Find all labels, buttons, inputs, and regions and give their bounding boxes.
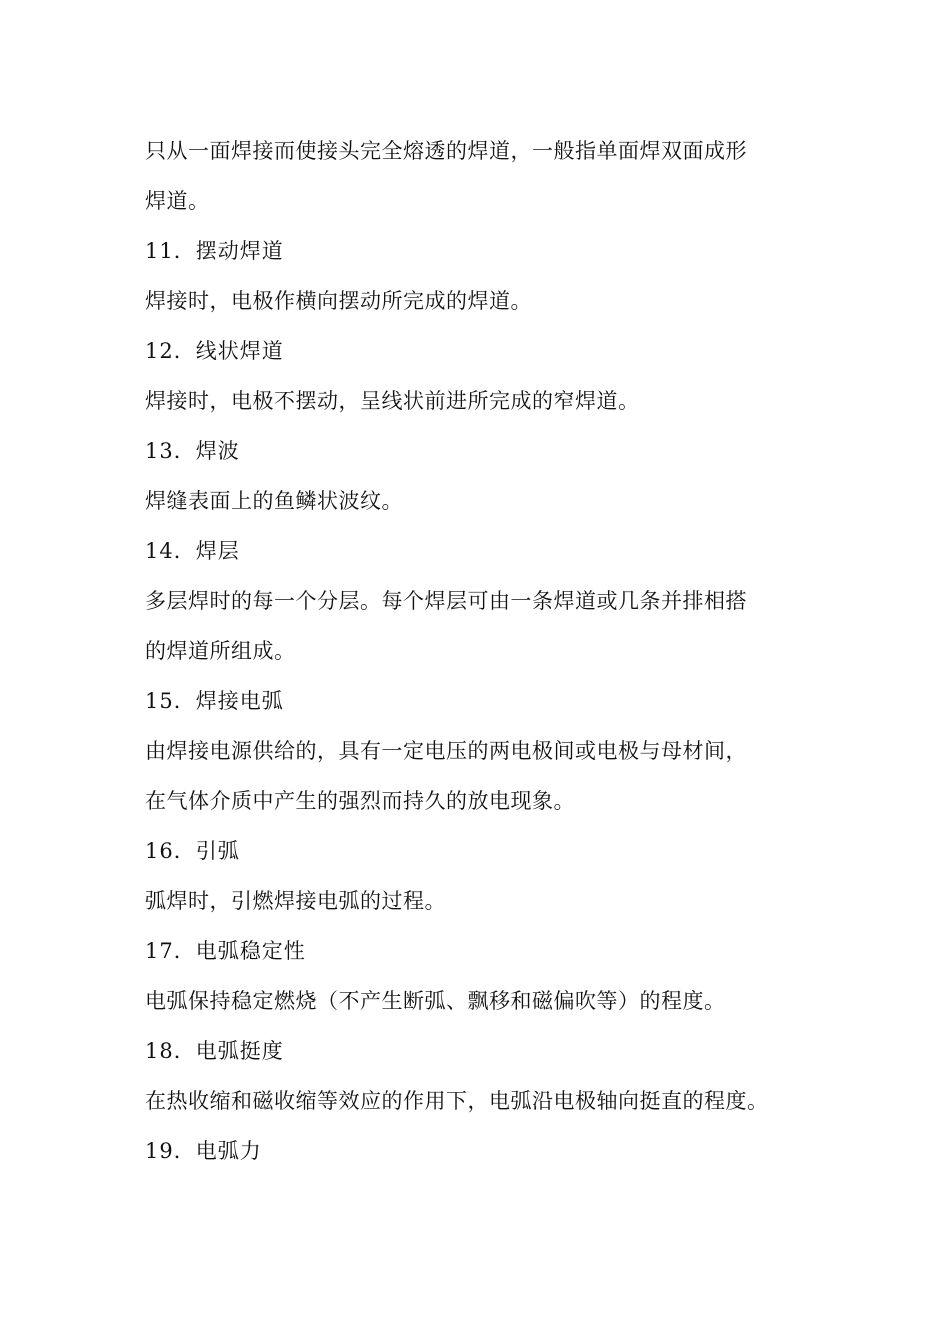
term-heading: 12．线状焊道 (145, 339, 284, 363)
paragraph-line: 弧焊时，引燃焊接电弧的过程。 (145, 889, 446, 913)
term-heading: 18．电弧挺度 (145, 1039, 284, 1063)
paragraph-line: 焊道。 (145, 189, 210, 213)
document-body (145, 126, 825, 1176)
term-heading: 11．摆动焊道 (145, 239, 284, 263)
term-heading: 17．电弧稳定性 (145, 939, 306, 963)
paragraph-line: 多层焊时的每一个分层。每个焊层可由一条焊道或几条并排相搭 (145, 589, 747, 613)
paragraph-line: 在气体介质中产生的强烈而持久的放电现象。 (145, 789, 575, 813)
paragraph-line: 焊接时，电极不摆动，呈线状前进所完成的窄焊道。 (145, 389, 640, 413)
term-heading: 15．焊接电弧 (145, 689, 284, 713)
term-heading: 16．引弧 (145, 839, 240, 863)
paragraph-line: 只从一面焊接而使接头完全熔透的焊道，一般指单面焊双面成形 (145, 139, 747, 163)
paragraph-line: 在热收缩和磁收缩等效应的作用下，电弧沿电极轴向挺直的程度。 (145, 1089, 769, 1113)
paragraph-line: 焊缝表面上的鱼鳞状波纹。 (145, 489, 403, 513)
term-heading: 19．电弧力 (145, 1139, 262, 1163)
paragraph-line: 焊接时，电极作横向摆动所完成的焊道。 (145, 289, 532, 313)
term-heading: 13．焊波 (145, 439, 240, 463)
paragraph-line: 的焊道所组成。 (145, 639, 296, 663)
paragraph-line: 电弧保持稳定燃烧（不产生断弧、飘移和磁偏吹等）的程度。 (145, 989, 726, 1013)
paragraph-line: 由焊接电源供给的，具有一定电压的两电极间或电极与母材间， (145, 739, 747, 763)
term-heading: 14．焊层 (145, 539, 240, 563)
